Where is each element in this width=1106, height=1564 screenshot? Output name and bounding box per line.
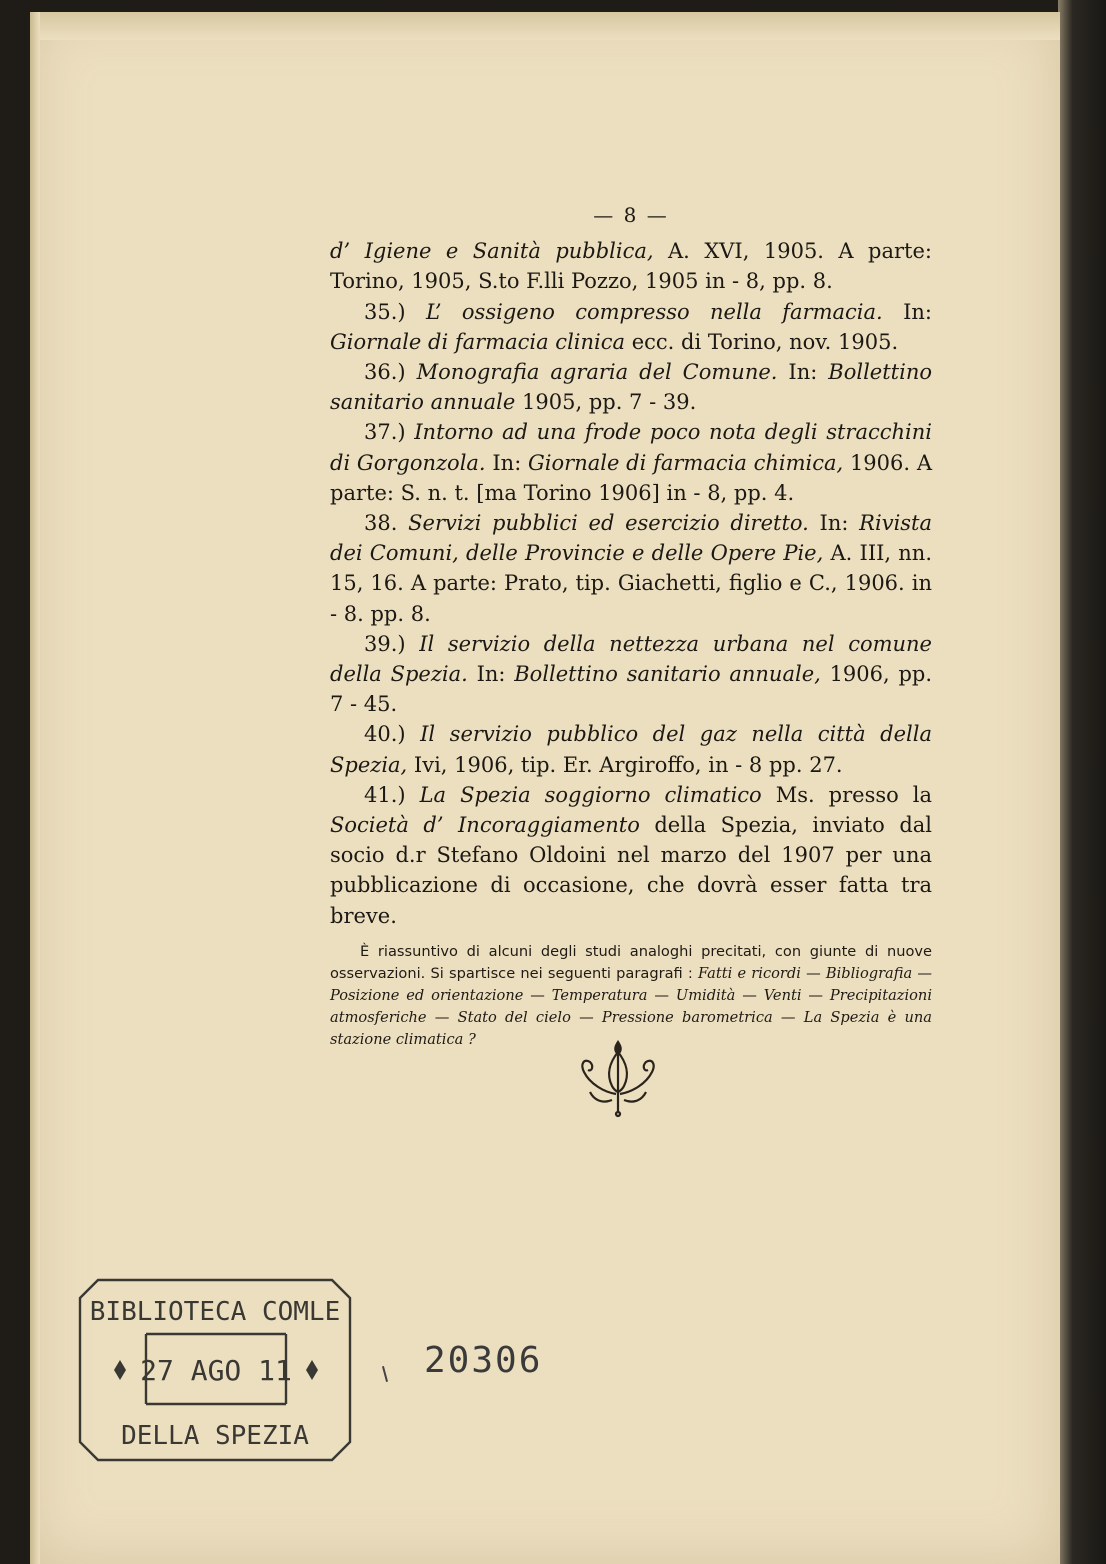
page-top-edge	[30, 12, 1060, 40]
entry-rest: 1906, pp. 7 - 45.	[330, 662, 933, 717]
stamp-inventory-number: 20306	[424, 1340, 543, 1381]
entry-rest: 1905, pp. 7 - 39.	[515, 390, 697, 415]
entry-in: In:	[808, 511, 860, 536]
entry-title: La Spezia soggiorno climatico	[419, 782, 762, 807]
entry-number: 38.	[364, 511, 398, 536]
note-topics: Fatti e ricordi — Bibliografia — Posizione ed orientazione — Temperatura — Umidità — Venti — Precipitazioni atmosferiche — Stato del cielo — Pressione barometrica — La Spezia è una stazione climatica ?	[330, 964, 932, 1048]
page-number: — 8 —	[593, 203, 669, 227]
entry-number: 40.)	[364, 722, 406, 747]
entry-number: 36.)	[364, 360, 406, 385]
entry-source: Giornale di farmacia clinica	[330, 329, 626, 354]
page-left-edge	[30, 12, 40, 1564]
entry-title: Il servizio della nettezza urbana nel comune della Spezia.	[330, 631, 932, 687]
entry-source: Giornale di farmacia chimica,	[528, 450, 844, 475]
continuation-italic: d’ Igiene e Sanità pubblica,	[330, 239, 654, 264]
stamp-line1: BIBLIOTECA COMLE	[89, 1297, 341, 1327]
library-stamp	[76, 1274, 354, 1464]
fleuron-ornament-icon	[576, 1034, 660, 1118]
entry-rest: ecc. di Torino, nov. 1905.	[625, 329, 899, 354]
stamp-line3: DELLA SPEZIA	[121, 1421, 309, 1451]
entry-in: In:	[882, 299, 932, 324]
entry-title: Il servizio pubblico del gaz nella città della Spezia,	[330, 722, 932, 777]
entry-number: 37.)	[364, 420, 406, 445]
entry-38	[330, 508, 932, 629]
entry-source: Società d’ Incoraggiamento	[330, 813, 640, 838]
entry-rest: 1906. A parte: S. n. t. [ma Torino 1906] in - 8, pp. 4.	[330, 450, 932, 505]
entry-in: Ms. presso la	[761, 782, 933, 807]
entry-in: In:	[777, 360, 829, 385]
entry-40	[330, 719, 932, 779]
entry-number: 35.)	[364, 299, 406, 324]
entry-number: 39.)	[364, 631, 406, 656]
entry-37	[330, 417, 932, 508]
entry-rest: A. III, nn. 15, 16. A parte: Prato, tip. Giachetti, figlio e C., 1906. in - 8. pp. 8.	[330, 541, 933, 626]
page-text	[330, 200, 932, 1065]
entry-35	[330, 297, 932, 357]
entry-in: In:	[485, 450, 529, 475]
entry-rest: della Spezia, inviato dal socio d.r Stefano Oldoini nel marzo del 1907 per una pubblicazione di occasione, che dovrà esser fatta tra breve.	[330, 813, 932, 928]
note-lead: È riassuntivo di alcuni degli studi analoghi precitati, con giunte di nuove osservazioni. Si spartisce nei seguenti paragrafi :	[330, 942, 932, 982]
entry-source: Rivista dei Comuni, delle Provincie e delle Opere Pie,	[330, 511, 933, 566]
entry-title: L’ ossigeno compresso nella farmacia.	[425, 299, 883, 324]
entry-number: 41.)	[364, 782, 406, 807]
entry-39	[330, 629, 932, 720]
continuation-text: A. XVI, 1905. A parte: Torino, 1905, S.to F.lli Pozzo, 1905 in - 8, pp. 8.	[330, 239, 932, 294]
entry-source: Bollettino sanitario annuale	[330, 360, 932, 415]
entry-in: In:	[467, 662, 515, 687]
stamp-date: 27 AGO 11	[140, 1354, 292, 1387]
entry-41	[330, 780, 932, 931]
entry-rest: Ivi, 1906, tip. Er. Argiroffo, in - 8 pp. 27.	[407, 752, 843, 777]
entry-title: Servizi pubblici ed esercizio diretto.	[408, 511, 809, 536]
entry-title: Intorno ad una frode poco nota degli stracchini di Gorgonzola.	[330, 420, 932, 475]
continuation-paragraph	[330, 236, 932, 296]
entry-title: Monografia agraria del Comune.	[416, 360, 778, 385]
spine-shadow	[1058, 0, 1106, 1564]
entry-source: Bollettino sanitario annuale,	[514, 662, 821, 687]
entry-36	[330, 357, 932, 417]
